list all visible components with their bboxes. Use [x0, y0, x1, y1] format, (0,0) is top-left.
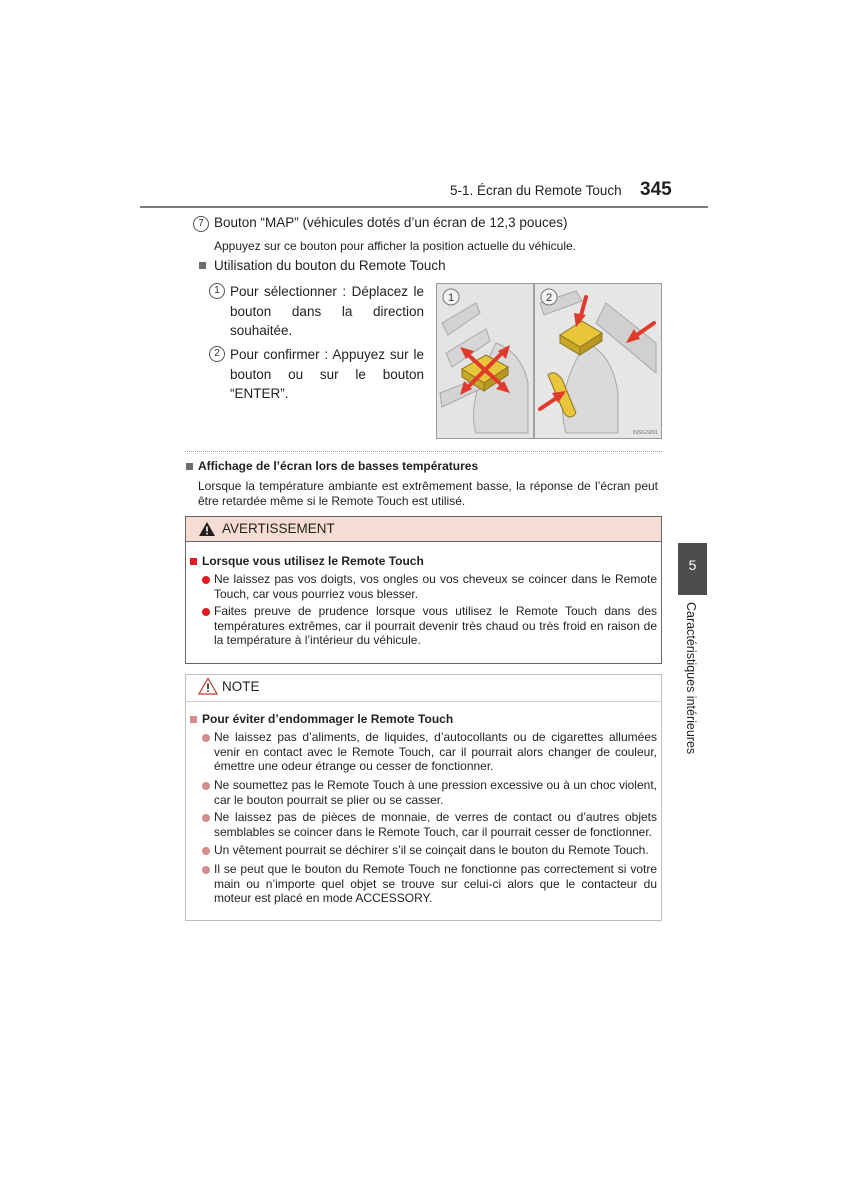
note-bullet-5: Il se peut que le bouton du Remote Touch ne fonctionne pas correctement si votre main ou n’importe quel objet se trouve sur celui-ci alors que le contacteur du moteur est placé en mode ACCESSORY.: [214, 862, 657, 905]
red-dot-bullet-icon: [202, 576, 210, 584]
illustration-code: INSIGS091: [632, 430, 658, 436]
dot-bullet-icon: [202, 814, 210, 822]
note-title: NOTE: [222, 679, 260, 694]
note-bullet-2: Ne soumettez pas le Remote Touch à une pression excessive ou à un choc violent, car le bouton pourrait se plier ou se casser.: [214, 778, 657, 807]
warning-subheading: Lorsque vous utilisez le Remote Touch: [202, 554, 424, 568]
caution-triangle-icon: [198, 677, 218, 695]
panel-label-1: 1: [447, 292, 455, 304]
item7-description: Appuyez sur ce bouton pour afficher la position actuelle du véhicule.: [214, 239, 577, 253]
chapter-label: Caractéristiques intérieures: [684, 602, 698, 755]
header-divider: [140, 206, 708, 208]
warning-title: AVERTISSEMENT: [222, 521, 335, 536]
panel-label-2: 2: [545, 292, 553, 304]
chapter-tab: 5: [678, 543, 707, 595]
warning-triangle-icon: [198, 521, 216, 537]
dotted-divider: [185, 451, 662, 452]
note-header-divider: [186, 701, 661, 702]
red-square-bullet-icon: [190, 558, 197, 565]
dot-bullet-icon: [202, 866, 210, 874]
step-number-1: 1: [209, 283, 225, 299]
dot-bullet-icon: [202, 734, 210, 742]
dot-bullet-icon: [202, 847, 210, 855]
step-number-2: 2: [209, 346, 225, 362]
item7-label: Bouton “MAP” (véhicules dotés d’un écran de 12,3 pouces): [214, 215, 568, 230]
note-bullet-1: Ne laissez pas d’aliments, de liquides, d’autocollants ou de cigarettes allumées venir en contact avec le Remote Touch, car il pourrait alors changer de couleur, émettre une odeur étrange ou cesser de fonctionner.: [214, 730, 657, 773]
step-1-text: Pour sélectionner : Déplacez le bouton dans la direction souhaitée.: [230, 284, 424, 338]
step-2-text: Pour confirmer : Appuyez sur le bouton ou sur le bouton “ENTER”.: [230, 347, 424, 401]
red-dot-bullet-icon: [202, 608, 210, 616]
square-bullet-icon: [186, 463, 193, 470]
cold-heading: Affichage de l’écran lors de basses températures: [198, 459, 479, 473]
warning-bullet-2: Faites preuve de prudence lorsque vous utilisez le Remote Touch dans des températures extrêmes, car il pourrait devenir très chaud ou très froid en raison de la température à l’intérieur du véhicule.: [214, 604, 657, 647]
remote-touch-illustration: [436, 283, 662, 439]
cold-body: Lorsque la température ambiante est extrêmement basse, la réponse de l’écran peut être retardée même si le Remote Touch est utilisé.: [198, 479, 658, 508]
item-number-7: 7: [193, 216, 209, 232]
square-bullet-icon: [199, 262, 206, 269]
note-bullet-4: Un vêtement pourrait se déchirer s’il se coinçait dans le bouton du Remote Touch.: [214, 843, 649, 857]
section-title: 5-1. Écran du Remote Touch: [450, 183, 622, 198]
square-bullet-icon: [190, 716, 197, 723]
page-number: 345: [640, 179, 672, 200]
note-bullet-3: Ne laissez pas de pièces de monnaie, de verres de contact ou d’autres objets semblables se coincer dans le Remote Touch, car il pourrait cesser de fonctionner.: [214, 810, 657, 839]
warning-bullet-1: Ne laissez pas vos doigts, vos ongles ou vos cheveux se coincer dans le Remote Touch, car vous pourriez vous blesser.: [214, 572, 657, 601]
dot-bullet-icon: [202, 782, 210, 790]
note-subheading: Pour éviter d’endommager le Remote Touch: [202, 712, 454, 726]
usage-heading: Utilisation du bouton du Remote Touch: [214, 258, 446, 273]
